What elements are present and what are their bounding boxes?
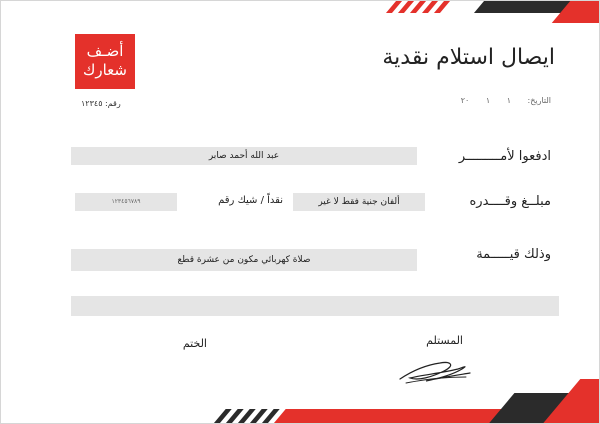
cheque-number-field[interactable]: ١٢٣٤٥٦٧٨٩ [75, 193, 177, 211]
stamp-label: الختم [182, 337, 207, 350]
payer-label: ادفعوا لأمـــــــــر [458, 149, 551, 164]
amount-label: مبلــغ وقــــدره [469, 194, 551, 209]
receipt-number: رقم: ١٢٣٤٥ [81, 99, 121, 108]
purpose-extra-field[interactable] [71, 296, 559, 316]
purpose-label: وذلك قيـــــمة [476, 247, 551, 262]
amount-field[interactable]: ألفان جنية فقط لا غير [293, 193, 425, 211]
payment-method-label: نقداً / شيك رقم [218, 195, 283, 206]
date-month: ١ [485, 96, 491, 105]
logo-line-1: أضـف [86, 42, 124, 60]
payer-field[interactable]: عبد الله أحمد صابر [71, 147, 417, 165]
page-title: ايصال استلام نقدية [382, 45, 555, 70]
date-row [447, 96, 551, 105]
logo-placeholder [75, 34, 135, 89]
purpose-field[interactable]: صلاة كهربائي مكون من عشرة قطع [71, 249, 417, 271]
receiver-label: المستلم [426, 334, 463, 347]
date-day: ١ [506, 96, 511, 105]
date-year: ٢٠ [460, 96, 470, 105]
date-label: التاريخ: [527, 96, 551, 105]
logo-line-2: شعارك [83, 61, 127, 79]
signature-scribble [396, 351, 476, 387]
